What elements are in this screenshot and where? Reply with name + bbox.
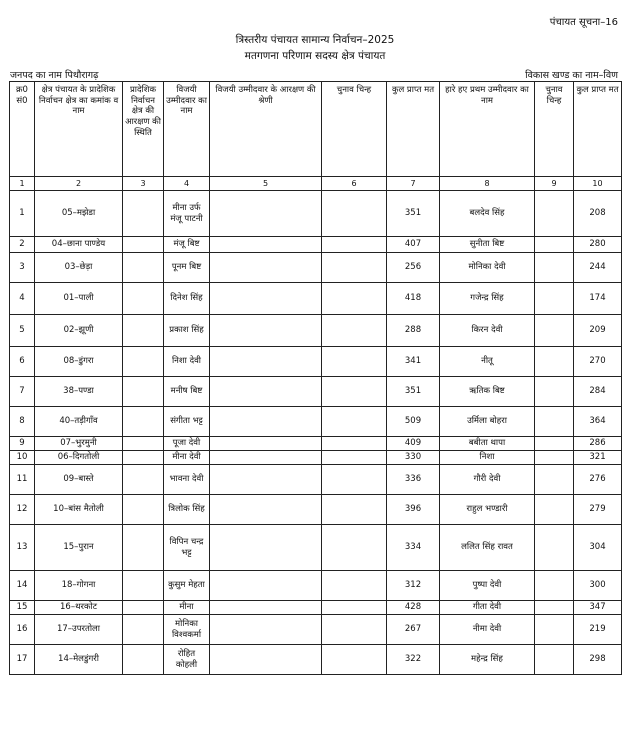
block-label: विकास खण्ड का नाम–विण (525, 70, 618, 81)
cell-winner-category (210, 407, 322, 437)
cell-runner-votes: 219 (574, 615, 622, 645)
cell-symbol (322, 407, 387, 437)
cell-votes: 330 (387, 451, 440, 465)
cell-votes: 407 (387, 237, 440, 253)
cell-votes: 336 (387, 465, 440, 495)
cell-winner: रोहित कोहली (164, 645, 210, 675)
cell-reservation (123, 451, 164, 465)
cell-runner-symbol (535, 645, 574, 675)
cell-runner-up: नीतू (440, 347, 535, 377)
cell-runner-votes: 321 (574, 451, 622, 465)
cell-constituency: 05–मझेडा (35, 191, 123, 237)
cell-constituency: 01–पाली (35, 283, 123, 315)
cell-reservation (123, 191, 164, 237)
cell-reservation (123, 601, 164, 615)
cell-symbol (322, 451, 387, 465)
cell-sn: 17 (10, 645, 35, 675)
table-row (10, 347, 622, 377)
cell-constituency: 03–छेड़ा (35, 253, 123, 283)
col-header-votes: कुल प्राप्त मत (387, 82, 440, 177)
cell-winner: दिनेश सिंह (164, 283, 210, 315)
cell-winner: पूनम बिष्ट (164, 253, 210, 283)
cell-sn: 1 (10, 191, 35, 237)
cell-constituency: 02–झूणी (35, 315, 123, 347)
results-table (9, 81, 622, 675)
document-subtitle: मतगणना परिणाम सदस्य क्षेत्र पंचायत (244, 50, 386, 62)
cell-runner-symbol (535, 571, 574, 601)
cell-runner-up: सुनीता बिष्ट (440, 237, 535, 253)
cell-runner-symbol (535, 191, 574, 237)
cell-sn: 11 (10, 465, 35, 495)
cell-reservation (123, 407, 164, 437)
cell-sn: 9 (10, 437, 35, 451)
cell-votes: 312 (387, 571, 440, 601)
cell-symbol (322, 377, 387, 407)
cell-runner-up: गौरी देवी (440, 465, 535, 495)
cell-runner-up: निशा (440, 451, 535, 465)
cell-sn: 13 (10, 525, 35, 571)
cell-symbol (322, 525, 387, 571)
cell-votes: 396 (387, 495, 440, 525)
cell-sn: 14 (10, 571, 35, 601)
col-header-winner-category: विजयी उम्मीदवार के आरक्षण की श्रेणी (210, 82, 322, 177)
cell-winner: मनीष बिष्ट (164, 377, 210, 407)
cell-votes: 428 (387, 601, 440, 615)
cell-runner-votes: 209 (574, 315, 622, 347)
cell-constituency: 14–मेलडुंगरी (35, 645, 123, 675)
cell-runner-votes: 276 (574, 465, 622, 495)
cell-votes: 322 (387, 645, 440, 675)
cell-winner-category (210, 645, 322, 675)
cell-reservation (123, 437, 164, 451)
cell-sn: 4 (10, 283, 35, 315)
cell-votes: 418 (387, 283, 440, 315)
cell-runner-symbol (535, 601, 574, 615)
header-row (10, 82, 622, 177)
cell-runner-votes: 244 (574, 253, 622, 283)
cell-winner-category (210, 571, 322, 601)
cell-constituency: 08–डुंगरा (35, 347, 123, 377)
cell-winner: निशा देवी (164, 347, 210, 377)
cell-reservation (123, 377, 164, 407)
col-header-runner-symbol: चुनाव चिन्ह (535, 82, 574, 177)
cell-constituency: 09–बास्ते (35, 465, 123, 495)
cell-winner: मीना देवी (164, 451, 210, 465)
col-number: 10 (574, 177, 622, 191)
cell-reservation (123, 615, 164, 645)
cell-votes: 334 (387, 525, 440, 571)
cell-winner: विपिन चन्द्र भट्ट (164, 525, 210, 571)
cell-winner-category (210, 451, 322, 465)
cell-winner-category (210, 465, 322, 495)
cell-winner-category (210, 377, 322, 407)
cell-winner-category (210, 495, 322, 525)
cell-symbol (322, 253, 387, 283)
cell-runner-up: पुष्पा देवी (440, 571, 535, 601)
document-title: त्रिस्तरीय पंचायत सामान्य निर्वाचन–2025 (235, 34, 395, 46)
table-row (10, 253, 622, 283)
cell-reservation (123, 465, 164, 495)
cell-winner: भावना देवी (164, 465, 210, 495)
cell-runner-votes: 208 (574, 191, 622, 237)
notice-number: पंचायत सूचना–16 (549, 17, 618, 28)
cell-runner-symbol (535, 253, 574, 283)
cell-symbol (322, 571, 387, 601)
cell-reservation (123, 571, 164, 601)
cell-constituency: 07–भुरमुनी (35, 437, 123, 451)
cell-runner-up: महेन्द्र सिंह (440, 645, 535, 675)
cell-winner: मीना उर्फ मंजू पाटनी (164, 191, 210, 237)
cell-runner-votes: 347 (574, 601, 622, 615)
cell-reservation (123, 315, 164, 347)
cell-votes: 256 (387, 253, 440, 283)
col-number: 5 (210, 177, 322, 191)
cell-runner-symbol (535, 377, 574, 407)
col-number: 8 (440, 177, 535, 191)
cell-constituency: 15–पुरान (35, 525, 123, 571)
cell-runner-up: बबीता थापा (440, 437, 535, 451)
col-header-reservation: प्रादेशिक निर्वाचन क्षेत्र की आरक्षण की स्थिति (123, 82, 164, 177)
cell-votes: 409 (387, 437, 440, 451)
cell-runner-up: नीमा देवी (440, 615, 535, 645)
col-header-symbol: चुनाव चिन्ह (322, 82, 387, 177)
table-row (10, 601, 622, 615)
cell-sn: 16 (10, 615, 35, 645)
cell-votes: 288 (387, 315, 440, 347)
cell-runner-up: ऋतिक बिष्ट (440, 377, 535, 407)
cell-runner-votes: 174 (574, 283, 622, 315)
col-number: 1 (10, 177, 35, 191)
col-number: 7 (387, 177, 440, 191)
cell-winner: मंजू बिष्ट (164, 237, 210, 253)
cell-symbol (322, 465, 387, 495)
cell-runner-up: राहुल भण्डारी (440, 495, 535, 525)
cell-symbol (322, 495, 387, 525)
cell-winner-category (210, 615, 322, 645)
cell-constituency: 10–बांस मैतोली (35, 495, 123, 525)
cell-sn: 15 (10, 601, 35, 615)
cell-runner-votes: 280 (574, 237, 622, 253)
cell-reservation (123, 283, 164, 315)
cell-winner-category (210, 191, 322, 237)
col-header-constituency: क्षेत्र पंचायत के प्रादेशिक निर्वाचन क्षेत्र का कमांक व नाम (35, 82, 123, 177)
cell-runner-votes: 304 (574, 525, 622, 571)
cell-runner-symbol (535, 315, 574, 347)
table-row (10, 645, 622, 675)
cell-runner-up: ललित सिंह रावत (440, 525, 535, 571)
cell-sn: 7 (10, 377, 35, 407)
cell-runner-up: गीता देवी (440, 601, 535, 615)
cell-runner-symbol (535, 407, 574, 437)
cell-constituency: 18–गोगना (35, 571, 123, 601)
cell-symbol (322, 191, 387, 237)
cell-runner-symbol (535, 237, 574, 253)
cell-reservation (123, 253, 164, 283)
cell-runner-votes: 300 (574, 571, 622, 601)
table-row (10, 437, 622, 451)
cell-constituency: 40–तड़ीगाँव (35, 407, 123, 437)
table-row (10, 615, 622, 645)
cell-symbol (322, 645, 387, 675)
cell-constituency: 38–पण्डा (35, 377, 123, 407)
cell-sn: 12 (10, 495, 35, 525)
cell-winner-category (210, 437, 322, 451)
cell-runner-symbol (535, 283, 574, 315)
cell-runner-votes: 284 (574, 377, 622, 407)
cell-constituency: 06–दिगतोली (35, 451, 123, 465)
cell-reservation (123, 495, 164, 525)
cell-runner-up: मोनिका देवी (440, 253, 535, 283)
table-row (10, 377, 622, 407)
cell-runner-votes: 364 (574, 407, 622, 437)
cell-symbol (322, 283, 387, 315)
col-header-winner: विजयी उम्मीदवार का नाम (164, 82, 210, 177)
cell-runner-up: किरन देवी (440, 315, 535, 347)
col-header-runner-votes: कुल प्राप्त मत (574, 82, 622, 177)
cell-winner-category (210, 315, 322, 347)
cell-sn: 3 (10, 253, 35, 283)
cell-runner-symbol (535, 495, 574, 525)
cell-votes: 267 (387, 615, 440, 645)
column-number-row (10, 177, 622, 191)
table-row (10, 315, 622, 347)
col-number: 6 (322, 177, 387, 191)
cell-symbol (322, 601, 387, 615)
cell-runner-votes: 270 (574, 347, 622, 377)
cell-winner-category (210, 237, 322, 253)
cell-winner: पूजा देवी (164, 437, 210, 451)
table-row (10, 191, 622, 237)
cell-sn: 2 (10, 237, 35, 253)
cell-symbol (322, 615, 387, 645)
cell-constituency: 16–थरकोट (35, 601, 123, 615)
cell-constituency: 17–उपरतोला (35, 615, 123, 645)
cell-symbol (322, 237, 387, 253)
col-number: 2 (35, 177, 123, 191)
cell-runner-up: उर्मिला बोहरा (440, 407, 535, 437)
cell-sn: 5 (10, 315, 35, 347)
cell-reservation (123, 645, 164, 675)
cell-winner-category (210, 347, 322, 377)
cell-symbol (322, 347, 387, 377)
cell-runner-symbol (535, 615, 574, 645)
cell-constituency: 04–छाना पाण्डेय (35, 237, 123, 253)
cell-winner-category (210, 525, 322, 571)
cell-votes: 509 (387, 407, 440, 437)
col-header-runner-up: हारे हए प्रथम उम्मीदवार का नाम (440, 82, 535, 177)
cell-sn: 10 (10, 451, 35, 465)
table-row (10, 283, 622, 315)
cell-sn: 8 (10, 407, 35, 437)
cell-winner: मोनिका विश्वकर्मा (164, 615, 210, 645)
cell-winner: संगीता भट्ट (164, 407, 210, 437)
table-row (10, 525, 622, 571)
cell-symbol (322, 315, 387, 347)
cell-reservation (123, 525, 164, 571)
cell-runner-symbol (535, 451, 574, 465)
cell-winner: प्रकाश सिंह (164, 315, 210, 347)
cell-winner-category (210, 601, 322, 615)
cell-votes: 341 (387, 347, 440, 377)
cell-winner: मीना (164, 601, 210, 615)
col-header-sn: क्र0 सं0 (10, 82, 35, 177)
cell-runner-symbol (535, 437, 574, 451)
cell-votes: 351 (387, 191, 440, 237)
cell-runner-votes: 298 (574, 645, 622, 675)
cell-winner: त्रिलोक सिंह (164, 495, 210, 525)
cell-reservation (123, 347, 164, 377)
table-row (10, 407, 622, 437)
cell-symbol (322, 437, 387, 451)
cell-runner-symbol (535, 525, 574, 571)
cell-winner: कुसुम मेहता (164, 571, 210, 601)
cell-runner-votes: 279 (574, 495, 622, 525)
cell-runner-votes: 286 (574, 437, 622, 451)
cell-runner-symbol (535, 347, 574, 377)
cell-reservation (123, 237, 164, 253)
table-row (10, 495, 622, 525)
cell-winner-category (210, 253, 322, 283)
cell-runner-symbol (535, 465, 574, 495)
cell-sn: 6 (10, 347, 35, 377)
table-row (10, 571, 622, 601)
cell-runner-up: गजेन्द्र सिंह (440, 283, 535, 315)
col-number: 9 (535, 177, 574, 191)
district-label: जनपद का नाम पिथौरागढ़ (10, 70, 99, 81)
table-row (10, 465, 622, 495)
col-number: 4 (164, 177, 210, 191)
table-row (10, 237, 622, 253)
table-row (10, 451, 622, 465)
cell-runner-up: बलदेव सिंह (440, 191, 535, 237)
cell-winner-category (210, 283, 322, 315)
cell-votes: 351 (387, 377, 440, 407)
col-number: 3 (123, 177, 164, 191)
